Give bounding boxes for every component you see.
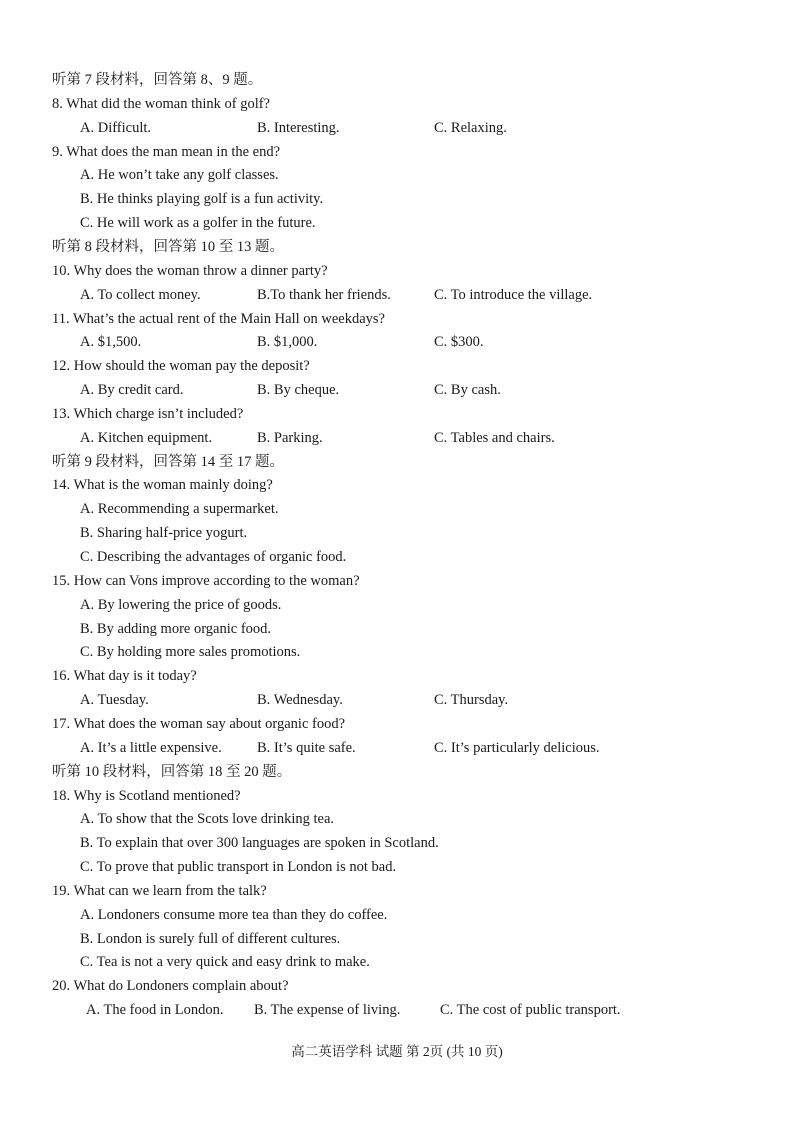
answer-option: A. To collect money. <box>80 286 201 303</box>
question-stem: 9. What does the man mean in the end? <box>52 143 281 160</box>
question-stem: 13. Which charge isn’t included? <box>52 405 244 422</box>
question-stem: 18. Why is Scotland mentioned? <box>52 787 241 804</box>
answer-option: C. To prove that public transport in London is not bad. <box>80 859 397 876</box>
answer-option: B. Wednesday. <box>257 692 343 709</box>
answer-option: A. It’s a little expensive. <box>80 739 222 756</box>
question-stem: 8. What did the woman think of golf? <box>52 95 270 112</box>
answer-option: B. By cheque. <box>257 382 340 399</box>
answer-option: B. Sharing half-price yogurt. <box>80 525 248 542</box>
section-header: 听第 9 段材料，回答第 14 至 17 题。 <box>52 453 284 470</box>
answer-option: C. Thursday. <box>434 692 509 709</box>
answer-option: C. Tea is not a very quick and easy drink to make. <box>80 954 370 971</box>
answer-option: C. Describing the advantages of organic food. <box>80 549 347 565</box>
answer-option: B. The expense of living. <box>254 1002 401 1019</box>
question-stem: 15. How can Vons improve according to the woman? <box>52 572 360 589</box>
section-header: 听第 7 段材料，回答第 8、9 题。 <box>52 72 263 88</box>
answer-option: A. The food in London. <box>86 1002 224 1019</box>
answer-option: C. He will work as a golfer in the future. <box>80 215 316 232</box>
answer-option: A. By lowering the price of goods. <box>80 596 282 613</box>
answer-option: C. It’s particularly delicious. <box>434 739 600 756</box>
answer-option: C. By cash. <box>434 382 501 399</box>
question-stem: 10. Why does the woman throw a dinner party? <box>52 262 328 279</box>
answer-option: B. To explain that over 300 languages are spoken in Scotland. <box>80 835 439 852</box>
answer-option: A. $1,500. <box>80 334 142 351</box>
answer-option: C. To introduce the village. <box>434 286 593 303</box>
question-stem: 19. What can we learn from the talk? <box>52 882 267 899</box>
answer-option: B. By adding more organic food. <box>80 620 272 637</box>
question-stem: 16. What day is it today? <box>52 668 197 685</box>
answer-option: A. Kitchen equipment. <box>80 429 213 446</box>
answer-option: B. London is surely full of different cultures. <box>80 930 341 947</box>
answer-option: C. Tables and chairs. <box>434 429 555 446</box>
answer-option: B. Parking. <box>257 429 323 446</box>
answer-option: A. To show that the Scots love drinking tea. <box>80 811 335 828</box>
question-stem: 20. What do Londoners complain about? <box>52 978 289 995</box>
answer-option: A. He won’t take any golf classes. <box>80 167 279 184</box>
question-stem: 14. What is the woman mainly doing? <box>52 477 273 494</box>
answer-option: A. Difficult. <box>80 119 152 136</box>
answer-option: C. Relaxing. <box>434 119 507 136</box>
question-stem: 11. What’s the actual rent of the Main Hall on weekdays? <box>52 310 385 327</box>
answer-option: B. It’s quite safe. <box>257 739 356 756</box>
page-footer: 高二英语学科 试题 第 2页 (共 10 页) <box>291 1044 503 1059</box>
question-stem: 12. How should the woman pay the deposit? <box>52 358 310 375</box>
answer-option: B. He thinks playing golf is a fun activity. <box>80 191 324 208</box>
answer-option: B. $1,000. <box>257 334 318 351</box>
section-header: 听第 10 段材料，回答第 18 至 20 题。 <box>52 763 292 780</box>
answer-option: A. Recommending a supermarket. <box>80 501 279 518</box>
section-header: 听第 8 段材料，回答第 10 至 13 题。 <box>52 238 284 255</box>
question-stem: 17. What does the woman say about organic food? <box>52 715 346 732</box>
answer-option: A. Londoners consume more tea than they do coffee. <box>80 906 388 923</box>
answer-option: C. The cost of public transport. <box>440 1002 621 1019</box>
answer-option: A. Tuesday. <box>80 692 149 709</box>
answer-option: B. Interesting. <box>257 119 340 136</box>
answer-option: B.To thank her friends. <box>257 286 391 303</box>
answer-option: C. By holding more sales promotions. <box>80 644 301 661</box>
answer-option: C. $300. <box>434 334 484 351</box>
answer-option: A. By credit card. <box>80 382 184 399</box>
